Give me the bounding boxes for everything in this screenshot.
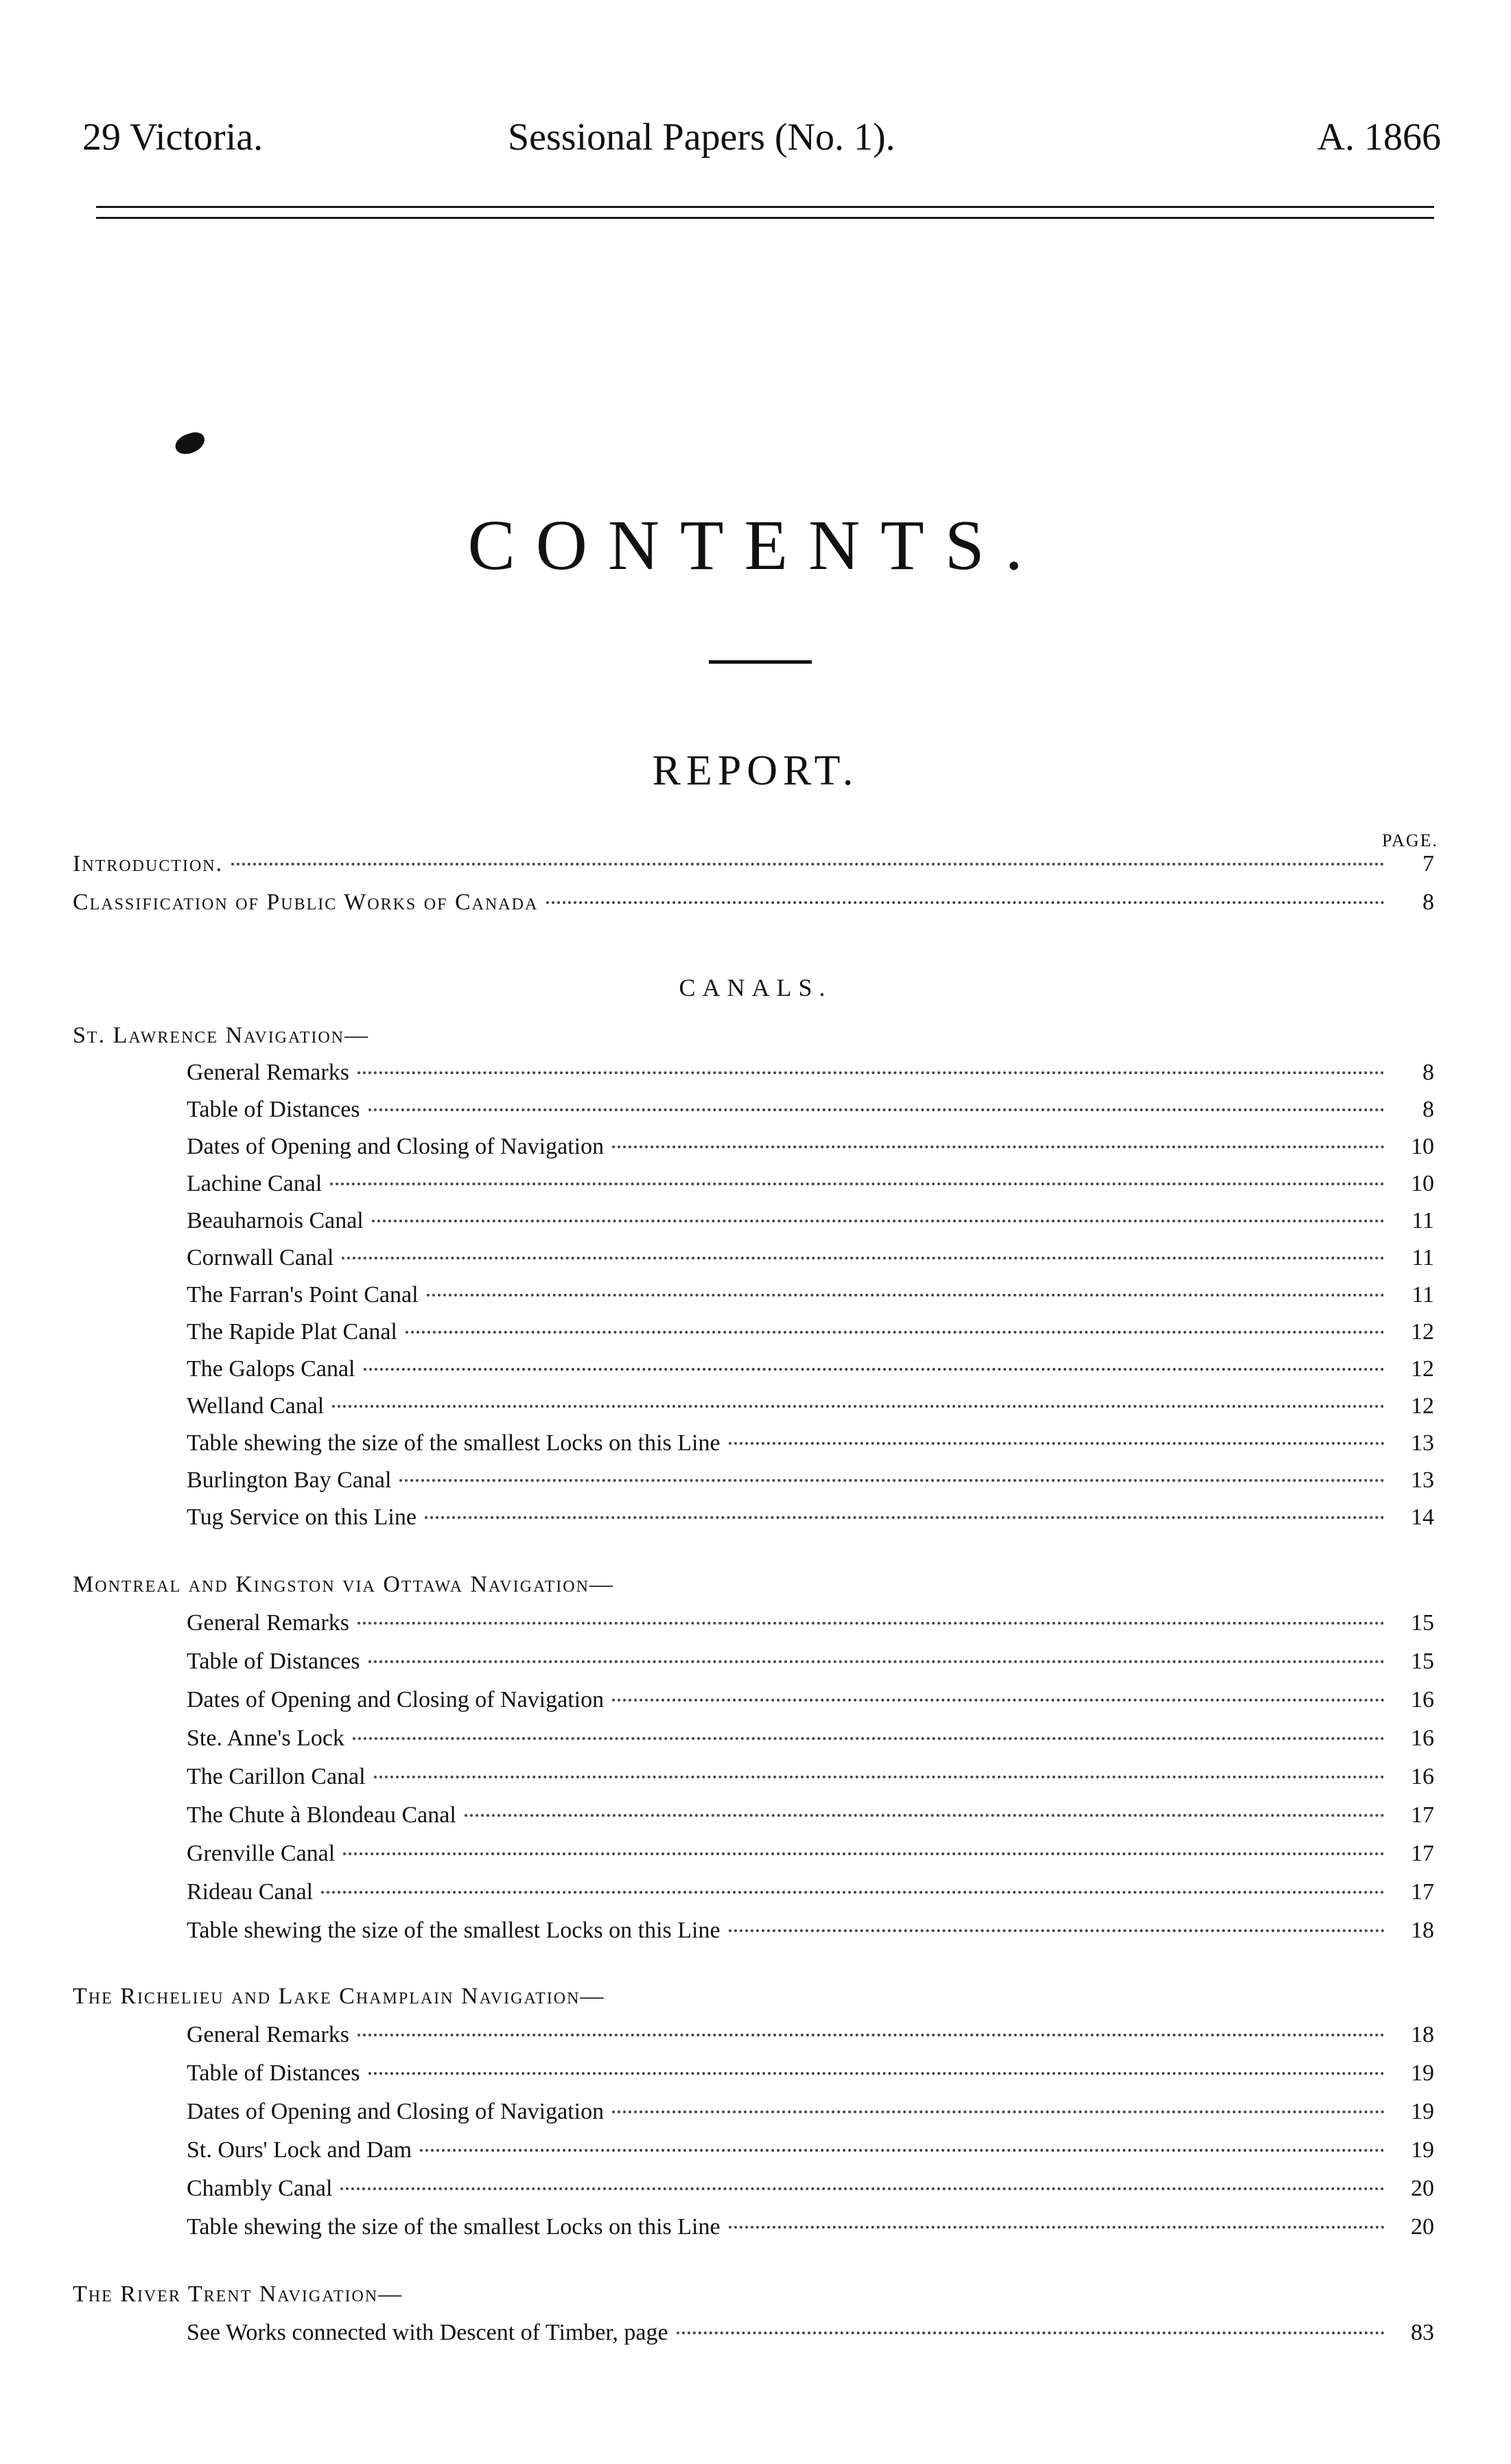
toc-entry-page: 16: [1411, 1687, 1434, 1712]
toc-entry-page: 8: [1422, 890, 1434, 915]
toc-entry-page: 18: [1411, 2022, 1434, 2047]
dot-leader: [368, 1660, 1385, 1663]
dot-leader: [612, 1699, 1385, 1701]
toc-entry-page: 7: [1422, 851, 1434, 876]
dot-leader: [729, 2226, 1385, 2229]
toc-entry: [187, 1467, 1434, 1503]
toc-entry-label: Grenville Canal: [187, 1841, 336, 1866]
ink-blot: [173, 430, 207, 457]
dot-leader: [368, 1108, 1385, 1111]
dot-leader: [427, 1294, 1385, 1297]
toc-entry-label: General Remarks: [187, 2022, 349, 2047]
toc-entry: [187, 2060, 1434, 2096]
dot-leader: [372, 1220, 1385, 1222]
toc-entry: [187, 1649, 1434, 1684]
toc-entry-label: Welland Canal: [187, 1393, 325, 1419]
toc-entry-page: 19: [1411, 2137, 1434, 2163]
toc-entry-page: 16: [1411, 1764, 1434, 1789]
toc-entry-page: 17: [1411, 1879, 1434, 1905]
toc-entry-label: The Galops Canal: [187, 1356, 355, 1382]
dot-leader: [340, 2187, 1385, 2190]
dot-leader: [343, 1852, 1385, 1855]
toc-entry: [187, 1879, 1434, 1915]
toc-entry-page: 13: [1411, 1430, 1434, 1456]
dot-leader: [330, 1183, 1385, 1185]
toc-entry-page: 16: [1411, 1725, 1434, 1751]
toc-entry: [187, 1687, 1434, 1723]
toc-entry: [187, 2022, 1434, 2058]
toc-entry: [187, 1764, 1434, 1800]
report-heading: REPORT.: [652, 747, 859, 794]
toc-entry: [187, 1060, 1434, 1095]
dot-leader: [729, 1442, 1385, 1445]
toc-entry-page: 14: [1411, 1504, 1434, 1530]
toc-entry: [73, 890, 1434, 925]
toc-entry-page: 17: [1411, 1802, 1434, 1828]
toc-entry-page: 12: [1411, 1319, 1434, 1345]
running-header: [82, 115, 1441, 177]
toc-entry-page: 19: [1411, 2099, 1434, 2124]
toc-entry: [73, 851, 1434, 887]
toc-entry: [187, 1610, 1434, 1646]
dot-leader: [358, 1622, 1385, 1625]
toc-entry-page: 15: [1411, 1610, 1434, 1636]
dot-leader: [342, 1257, 1385, 1259]
header-rule-bottom: [96, 217, 1434, 219]
toc-entry: [187, 1918, 1434, 1953]
toc-entry: [187, 1171, 1434, 1207]
toc-entry-page: 15: [1411, 1649, 1434, 1674]
toc-entry: [187, 1356, 1434, 1392]
toc-entry-label: The Rapide Plat Canal: [187, 1319, 397, 1345]
toc-entry-page: 10: [1411, 1134, 1434, 1159]
dot-leader: [368, 2072, 1385, 2075]
toc-entry-page: 83: [1411, 2320, 1434, 2345]
toc-entry-label: St. Ours' Lock and Dam: [187, 2137, 412, 2163]
dot-leader: [353, 1737, 1385, 1740]
toc-entry-label: The Carillon Canal: [187, 1764, 366, 1789]
toc-entry: [187, 2099, 1434, 2135]
dot-leader: [677, 2332, 1385, 2334]
toc-entry: [187, 1430, 1434, 1466]
header-year: A. 1866: [1317, 116, 1441, 159]
section-heading: The Richelieu and Lake Champlain Navigation—: [73, 1984, 605, 2009]
toc-entry-label: General Remarks: [187, 1060, 349, 1085]
toc-entry-label: Lachine Canal: [187, 1171, 323, 1196]
toc-entry-label: The Chute à Blondeau Canal: [187, 1802, 456, 1828]
toc-entry-page: 13: [1411, 1467, 1434, 1493]
dot-leader: [612, 1146, 1385, 1148]
toc-entry-label: General Remarks: [187, 1610, 349, 1636]
toc-entry-label: Tug Service on this Line: [187, 1504, 417, 1530]
toc-entry-label: Burlington Bay Canal: [187, 1467, 392, 1493]
toc-entry-page: 11: [1412, 1282, 1434, 1307]
toc-entry: [187, 1725, 1434, 1761]
toc-entry: [187, 1282, 1434, 1318]
section-heading-text: Montreal and Kingston via Ottawa Navigation—: [73, 1572, 614, 1597]
canals-heading: CANALS.: [679, 974, 832, 1001]
toc-entry-label: Table of Distances: [187, 1097, 360, 1122]
toc-entry: [187, 1134, 1434, 1170]
page-column-label: PAGE.: [1381, 830, 1438, 850]
title-rule: [709, 660, 812, 664]
toc-entry-page: 12: [1411, 1356, 1434, 1382]
dot-leader: [332, 1405, 1385, 1408]
dot-leader: [358, 2034, 1385, 2036]
toc-entry-page: 11: [1412, 1245, 1434, 1270]
toc-entry-page: 20: [1411, 2214, 1434, 2240]
toc-entry-label: Table shewing the size of the smallest Locks on this Line: [187, 1430, 721, 1456]
toc-entry-label: Dates of Opening and Closing of Navigation: [187, 1134, 605, 1159]
toc-entry-label: Table of Distances: [187, 2060, 360, 2086]
dot-leader: [729, 1929, 1385, 1932]
toc-entry-label: Cornwall Canal: [187, 1245, 334, 1270]
toc-entry-label: Table shewing the size of the smallest Locks on this Line: [187, 2214, 721, 2240]
header-rule-top: [96, 206, 1434, 208]
dot-leader: [399, 1479, 1385, 1482]
toc-entry-label: Table shewing the size of the smallest Locks on this Line: [187, 1918, 721, 1943]
section-heading: [73, 1572, 614, 1598]
toc-entry: [187, 1097, 1434, 1132]
toc-entry-label: The Farran's Point Canal: [187, 1282, 419, 1307]
toc-entry-page: 11: [1412, 1208, 1434, 1233]
toc-entry-page: 18: [1411, 1918, 1434, 1943]
header-session: 29 Victoria.: [82, 116, 263, 159]
dot-leader: [374, 1776, 1385, 1778]
toc-entry: [187, 2214, 1434, 2250]
toc-entry-label: See Works connected with Descent of Timber, page: [187, 2320, 668, 2345]
toc-entry-page: 8: [1422, 1097, 1434, 1122]
page-title: CONTENTS.: [467, 506, 1044, 585]
toc-entry: [187, 2320, 1434, 2356]
toc-entry-page: 17: [1411, 1841, 1434, 1866]
dot-leader: [364, 1368, 1385, 1371]
section-heading: The River Trent Navigation—: [73, 2281, 403, 2307]
toc-entry-label: Rideau Canal: [187, 1879, 314, 1905]
section-heading: St. Lawrence Navigation—: [73, 1023, 370, 1048]
toc-entry-page: 19: [1411, 2060, 1434, 2086]
toc-entry: [187, 1841, 1434, 1876]
dot-leader: [425, 1516, 1385, 1519]
toc-entry: [187, 2137, 1434, 2173]
toc-entry-label: Ste. Anne's Lock: [187, 1725, 344, 1751]
toc-entry-label: Classification of Public Works of Canada: [73, 890, 539, 915]
toc-entry-label: Chambly Canal: [187, 2176, 333, 2201]
dot-leader: [612, 2111, 1385, 2113]
toc-entry-label: Introduction.: [73, 851, 224, 876]
dot-leader: [420, 2149, 1385, 2152]
dot-leader: [465, 1814, 1385, 1817]
dot-leader: [546, 901, 1385, 904]
dot-leader: [358, 1071, 1385, 1074]
dot-leader: [406, 1331, 1385, 1334]
toc-entry: [187, 1504, 1434, 1540]
toc-entry: [187, 1802, 1434, 1838]
toc-entry: [187, 1208, 1434, 1244]
toc-entry-page: 8: [1422, 1060, 1434, 1085]
dot-leader: [321, 1891, 1385, 1894]
toc-entry-label: Table of Distances: [187, 1649, 360, 1674]
toc-entry-label: Beauharnois Canal: [187, 1208, 364, 1233]
toc-entry: [187, 2176, 1434, 2211]
toc-entry-label: Dates of Opening and Closing of Navigation: [187, 1687, 605, 1712]
toc-entry: [187, 1393, 1434, 1429]
toc-entry-page: 12: [1411, 1393, 1434, 1419]
toc-entry: [187, 1319, 1434, 1355]
toc-entry-label: Dates of Opening and Closing of Navigation: [187, 2099, 605, 2124]
toc-entry-page: 20: [1411, 2176, 1434, 2201]
toc-entry-page: 10: [1411, 1171, 1434, 1196]
dot-leader: [231, 863, 1385, 865]
header-papers: Sessional Papers (No. 1).: [508, 116, 895, 159]
toc-entry: [187, 1245, 1434, 1281]
